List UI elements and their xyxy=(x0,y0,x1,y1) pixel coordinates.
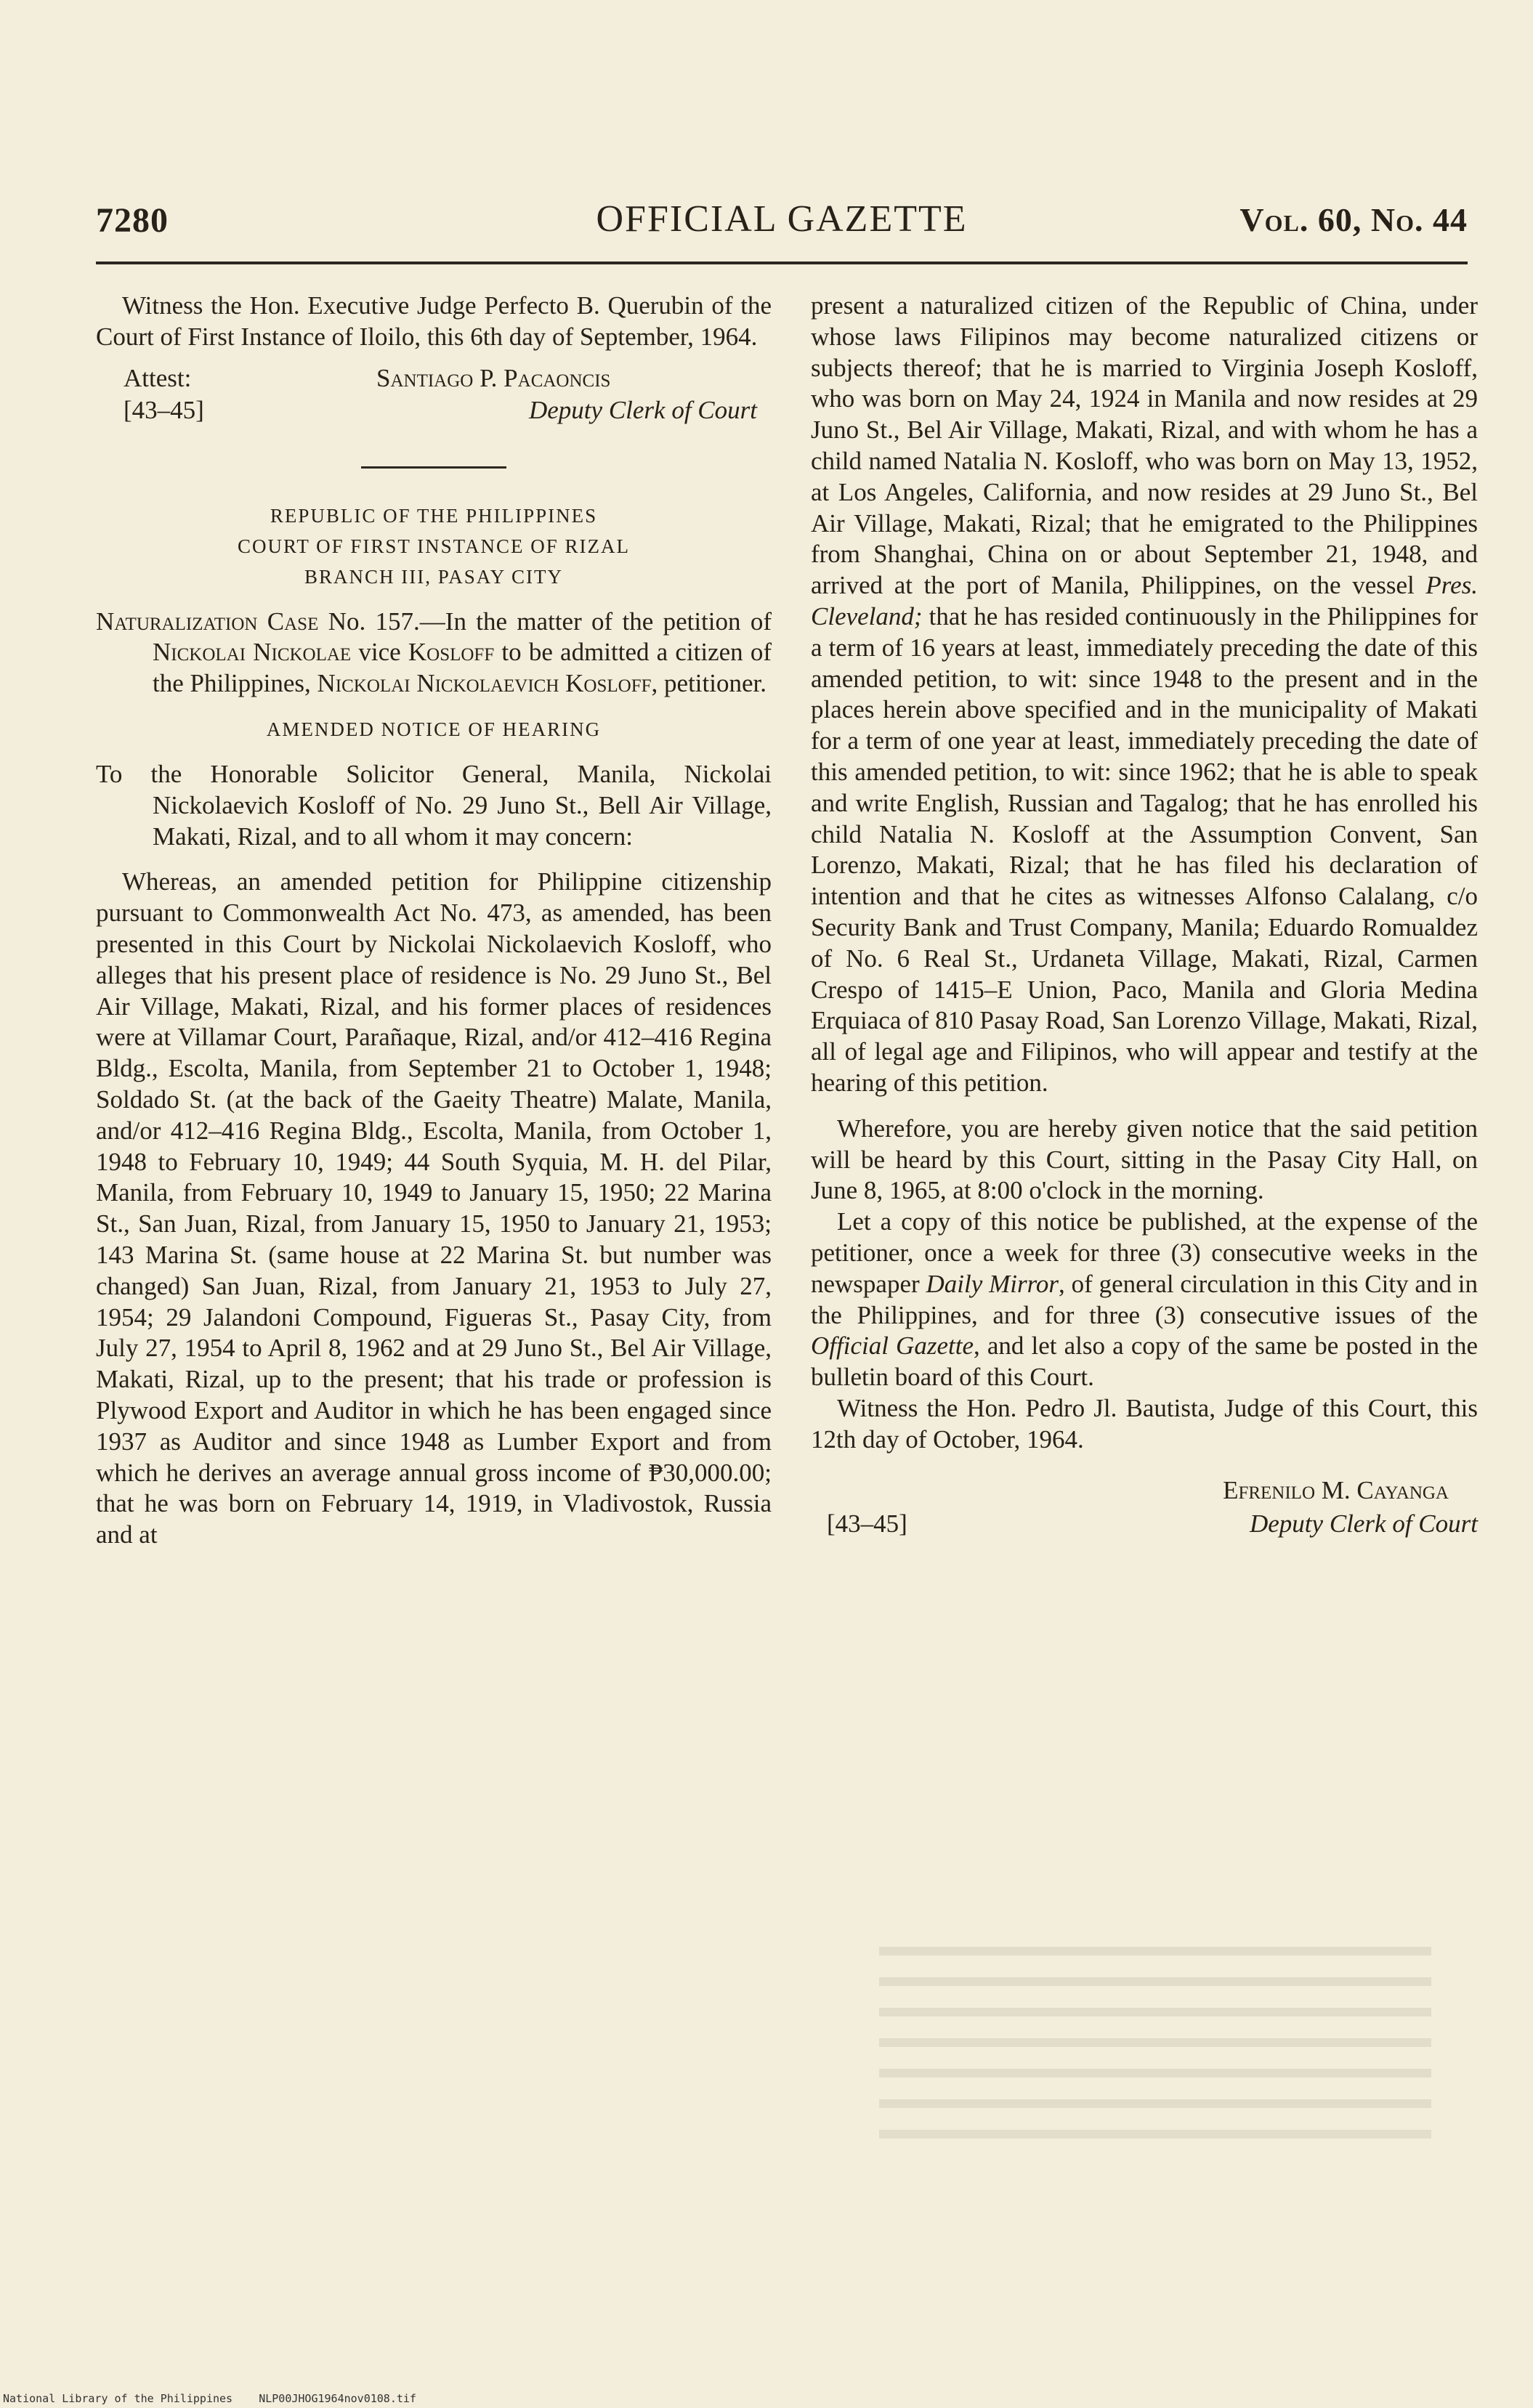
case-text: , petitioner. xyxy=(651,669,766,698)
publication-title: OFFICIAL GAZETTE xyxy=(596,198,968,240)
attest-issue-id: [43–45] xyxy=(124,395,204,424)
petitioner-name: Nickolai Nickolaevich Kosloff xyxy=(317,669,652,698)
page-header xyxy=(96,200,1468,251)
addressee-paragraph: To the Honorable Solicitor General, Manila, Nickolai Nickolaevich Kosloff of No. 29 Juno St., Bell Air Village, Makati, Rizal, and to all whom it may concern: xyxy=(96,759,772,851)
signatory-title: Deputy Clerk of Court xyxy=(1250,1509,1478,1539)
library-name: National Library of the Philippines xyxy=(3,2392,233,2405)
whereas-paragraph: Whereas, an amended petition for Philippine citizenship pursuant to Commonwealth Act No. 473, as amended, has been presented in this Court by Nickolai Nickolaevich Kosloff, who alleges that his present place of residence is No. 29 Juno St., Bel Air Village, Makati, Rizal, and his former places of residences were at Villamar Court, Parañaque, Rizal, and/or 412–416 Regina Bldg., Escolta, Manila, from September 21 to October 1, 1948; Soldado St. (at the back of the Gaeity Theatre) Malate, Manila, and/or 412–416 Regina Bldg., Escolta, Manila, from October 1, 1948 to February 10, 1949; 44 South Syquia, M. H. del Pilar, Manila, from February 10, 1949 to January 15, 1950; 22 Marina St., San Juan, Rizal, from January 15, 1950 to January 21, 1953; 143 Marina St. (same house at 22 Marina St. but number was changed) San Juan, Rizal, from January 21, 1953 to July 27, 1954; 29 Jalandoni Compound, Figueras St., Pasay City, from July 27, 1954 to April 8, 1962 and at 29 Juno St., Bel Air Village, Makati, Rizal, up to the present; that his trade or profession is Plywood Export and Auditor in which he has been engaged since 1937 as Auditor and since 1948 as Lumber Export and from which he derives an average annual gross income of ₱30,000.00; that he was born on February 14, 1919, in Vladivostok, Russia and at xyxy=(96,867,772,1549)
publication-paragraph xyxy=(811,1207,1478,1393)
attest-signatory-name: Santiago P. Pacaoncis xyxy=(376,363,611,392)
section-divider xyxy=(361,466,506,469)
scan-filename: NLP00JHOG1964nov0108.tif xyxy=(259,2392,416,2405)
witness-paragraph-pasay: Witness the Hon. Pedro Jl. Bautista, Judge of this Court, this 12th day of October, 1964. xyxy=(811,1393,1478,1454)
signatory-name: Efrenilo M. Cayanga xyxy=(1223,1476,1449,1505)
petitioner-name: Kosloff xyxy=(408,638,495,667)
signature-block xyxy=(811,1475,1478,1545)
continuation-text: present a naturalized citizen of the Republic of China, under whose laws Filipinos may become naturalized citizens or subjects thereof; that he is married to Virginia Joseph Kosloff, who was born on May 24, 1924 in Manila and now resides at 29 Juno St., Bel Air Village, Makati, Rizal, and with whom he has a child named Natalia N. Kosloff, who was born on May 13, 1952, at Los Angeles, California, and now resides at 29 Juno St., Bel Air Village, Makati, Rizal; that he emigrated to the Philippines from Shanghai, China on or about September 21, 1948, and arrived at the port of Manila, Philippines, on the vessel xyxy=(811,291,1478,600)
case-text: vice xyxy=(351,638,408,667)
petition-continuation xyxy=(811,291,1478,1099)
court-heading xyxy=(96,500,772,592)
court-heading-line: REPUBLIC OF THE PHILIPPINES xyxy=(270,504,598,527)
attest-signatory-title: Deputy Clerk of Court xyxy=(529,395,757,424)
right-column xyxy=(811,291,1478,1545)
wherefore-paragraph: Wherefore, you are hereby given notice that the said petition will be heard by this Court, sitting in the Pasay City Hall, on June 8, 1965, at 8:00 o'clock in the morning. xyxy=(811,1114,1478,1205)
attest-label: Attest: xyxy=(124,363,192,392)
scan-footer xyxy=(3,2392,416,2405)
gazette-name: Official Gazette xyxy=(811,1331,974,1361)
court-heading-line: BRANCH III, PASAY CITY xyxy=(304,565,564,588)
vessel-name: Pres. Cleveland; xyxy=(811,571,1478,631)
issue-id: [43–45] xyxy=(827,1509,907,1539)
court-heading-line: COURT OF FIRST INSTANCE OF RIZAL xyxy=(237,535,631,557)
volume-number: Vol. 60, No. 44 xyxy=(1239,201,1468,238)
case-text: to be admitted a citizen of the Philippines, xyxy=(153,638,772,698)
attest-block xyxy=(96,363,772,430)
case-caption xyxy=(96,607,772,700)
publication-text: , and let also a copy of the same be posted in the bulletin board of this Court. xyxy=(811,1331,1478,1392)
notice-heading: AMENDED NOTICE OF HEARING xyxy=(266,718,602,740)
continuation-text: that he has resided continuously in the Philippines for a term of 16 years at least, immediately preceding the date of this amended petition, to wit: since 1948 to the present and in the places herein above specified and in the municipality of Makati for a term of one year at least, immediately preceding the date of this amended petition, to wit: since 1962; that he is able to speak and write English, Russian and Tagalog; that he has enrolled his child Natalia N. Kosloff at the Assumption Convent, San Lorenzo, Makati, Rizal; that he has filed his declaration of intention and that he cites as witnesses Alfonso Calalang, c/o Security Bank and Trust Company, Manila; Eduardo Romualdez of No. 6 Real St., Urdaneta Village, Makati, Rizal, Carmen Crespo of 1415–E Union, Paco, Manila and Gloria Medina Erquiaca of 810 Pasay Road, San Lorenzo Village, Makati, Rizal, all of legal age and Filipinos, who will appear and testify at the hearing of this petition. xyxy=(811,601,1478,1097)
case-label: Naturalization Case xyxy=(96,607,319,636)
case-text: No. 157.—In the matter of the petition of xyxy=(318,607,772,636)
newspaper-name: Daily Mirror xyxy=(926,1269,1059,1298)
petitioner-name: Nickolai Nickolae xyxy=(153,638,352,667)
left-column xyxy=(96,291,772,1551)
bleed-through-shadow xyxy=(879,1947,1431,2194)
publication-text: , of general circulation in this City and in the Philippines, and for three (3) consecutive issues of the xyxy=(811,1269,1479,1329)
witness-paragraph-iloilo: Witness the Hon. Executive Judge Perfecto B. Querubin of the Court of First Instance of Iloilo, this 6th day of September, 1964. xyxy=(96,291,772,351)
header-rule xyxy=(96,262,1468,264)
page-number: 7280 xyxy=(96,201,169,240)
publication-text: Let a copy of this notice be published, at the expense of the petitioner, once a week for three (3) consecutive weeks in the newspaper xyxy=(811,1207,1478,1298)
